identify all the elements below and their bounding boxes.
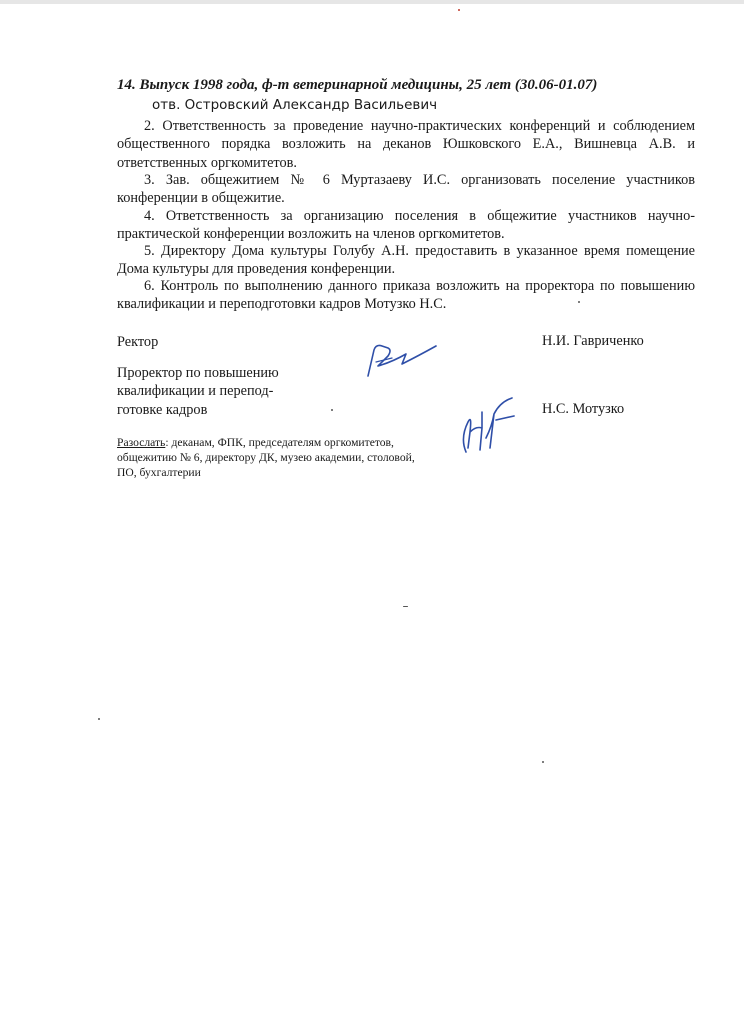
section-heading: 14. Выпуск 1998 года, ф-т ветеринарной медицины, 25 лет (30.06-01.07) (117, 77, 598, 93)
page-top-edge (0, 0, 744, 4)
rector-signature (362, 332, 442, 382)
paragraph-3: 3. Зав. общежитием № 6 Муртазаеву И.С. организовать поселение участников конференции в общежитие. (117, 172, 695, 207)
speck (98, 718, 100, 720)
responsible-person: отв. Островский Александр Васильевич (152, 97, 438, 113)
paragraph-4: 4. Ответственность за организацию поселения в общежитие участников научно-практической конференции возложить на членов оргкомитетов. (117, 208, 695, 243)
speck (331, 409, 333, 411)
speck (578, 301, 580, 303)
rector-title: Ректор (117, 334, 159, 350)
speck (542, 761, 544, 763)
prorector-title-line-1: Проректор по повышению (117, 365, 279, 381)
speck (403, 606, 408, 607)
paragraph-6: 6. Контроль по выполнению данного приказа возложить на проректора по повышению квалификации и переподготовки кадров Мотузко Н.С. (117, 278, 695, 313)
mailing-list (117, 435, 427, 480)
paragraph-5: 5. Директору Дома культуры Голубу А.Н. предоставить в указанное время помещение Дома культуры для проведения конференции. (117, 243, 695, 278)
mailing-recipients: : деканам, ФПК, председателям оргкомитетов, общежитию № 6, директору ДК, музею академии, столовой, ПО, бухгалтерии (117, 436, 415, 479)
rector-name: Н.И. Гавриченко (542, 333, 644, 349)
mailing-label: Разослать (117, 436, 166, 449)
paragraph-2: 2. Ответственность за проведение научно-практических конференций и соблюдением общественного порядка возложить на деканов Юшковского Е.А., Вишневца А.В. и ответственных оргкомитетов. (117, 118, 695, 171)
prorector-title (117, 364, 279, 419)
prorector-name: Н.С. Мотузко (542, 401, 625, 417)
prorector-title-line-3: готовке кадров (117, 401, 208, 418)
prorector-signature (456, 392, 526, 460)
prorector-title-line-2: квалификации и перепод- (117, 383, 274, 400)
speck-red (458, 9, 460, 11)
